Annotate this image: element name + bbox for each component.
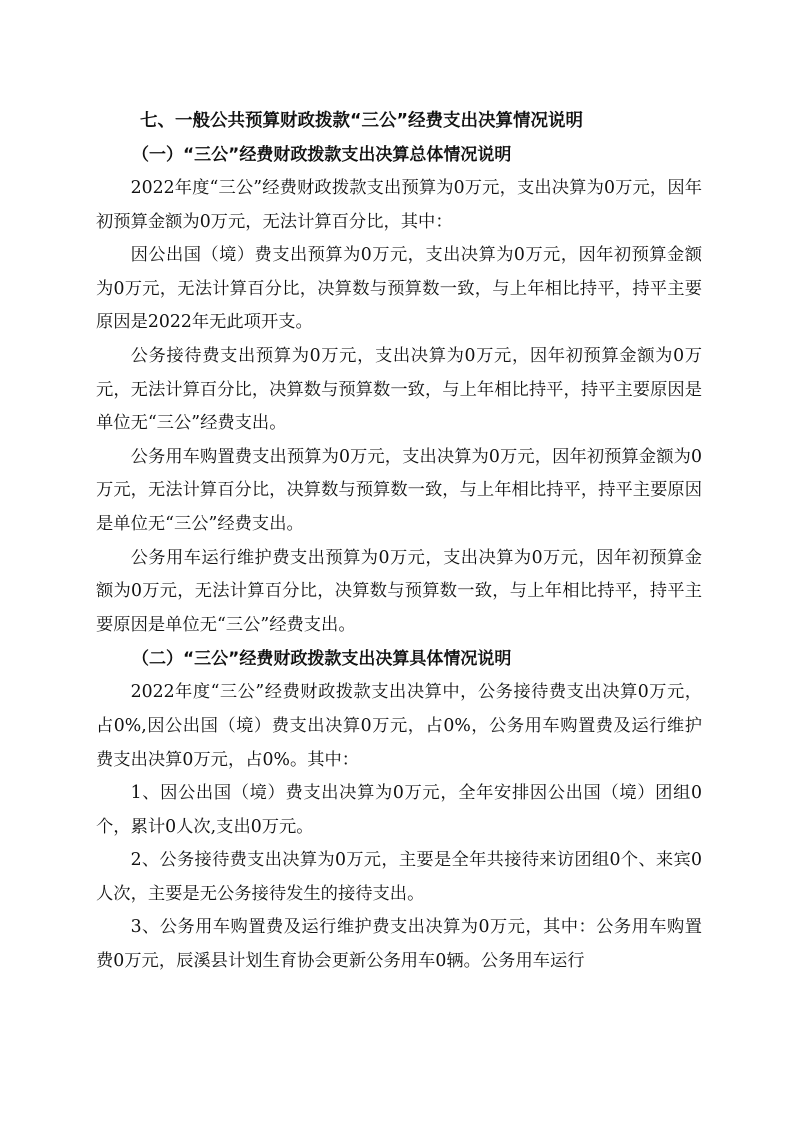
paragraph-detail-item-2: 2、公务接待费支出决算为0万元，主要是全年共接待来访团组0个、来宾0人次，主要是无公务接待发生的接待支出。	[96, 850, 702, 904]
paragraph-overall-summary: 2022年度“三公”经费财政拨款支出预算为0万元，支出决算为0万元，因年初预算金额为0万元，无法计算百分比，其中：	[96, 178, 702, 232]
paragraph-overseas-travel: 因公出国（境）费支出预算为0万元，支出决算为0万元，因年初预算金额为0万元，无法计算百分比，决算数与预算数一致，与上年相比持平，持平主要原因是2022年无此项开支。	[96, 245, 702, 333]
paragraph-vehicle-purchase: 公务用车购置费支出预算为0万元，支出决算为0万元，因年初预算金额为0万元，无法计算百分比，决算数与预算数一致，与上年相比持平，持平主要原因是单位无“三公”经费支出。	[96, 446, 702, 534]
document-page	[96, 104, 702, 979]
paragraph-vehicle-maintenance: 公务用车运行维护费支出预算为0万元，支出决算为0万元，因年初预算金额为0万元，无法计算百分比，决算数与预算数一致，与上年相比持平，持平主要原因是单位无“三公”经费支出。	[96, 547, 702, 635]
paragraph-detail-item-1: 1、因公出国（境）费支出决算为0万元，全年安排因公出国（境）团组0个，累计0人次,支出0万元。	[96, 783, 702, 837]
paragraph-details-summary: 2022年度“三公”经费财政拨款支出决算中，公务接待费支出决算0万元，占0%,因公出国（境）费支出决算0万元，占0%，公务用车购置费及运行维护费支出决算0万元，占0%。其中：	[96, 682, 702, 770]
subsection-title-overall: （一）“三公”经费财政拨款支出决算总体情况说明	[132, 145, 512, 165]
paragraph-official-reception: 公务接待费支出预算为0万元，支出决算为0万元，因年初预算金额为0万元，无法计算百分比，决算数与预算数一致，与上年相比持平，持平主要原因是单位无“三公”经费支出。	[96, 345, 702, 434]
section-title: 七、一般公共预算财政拨款“三公”经费支出决算情况说明	[140, 111, 584, 131]
paragraph-detail-item-3: 3、公务用车购置费及运行维护费支出决算为0万元，其中：公务用车购置费0万元，辰溪县计划生育协会更新公务用车0辆。公务用车运行	[96, 917, 702, 972]
subsection-title-details: （二）“三公”经费财政拨款支出决算具体情况说明	[132, 649, 512, 670]
